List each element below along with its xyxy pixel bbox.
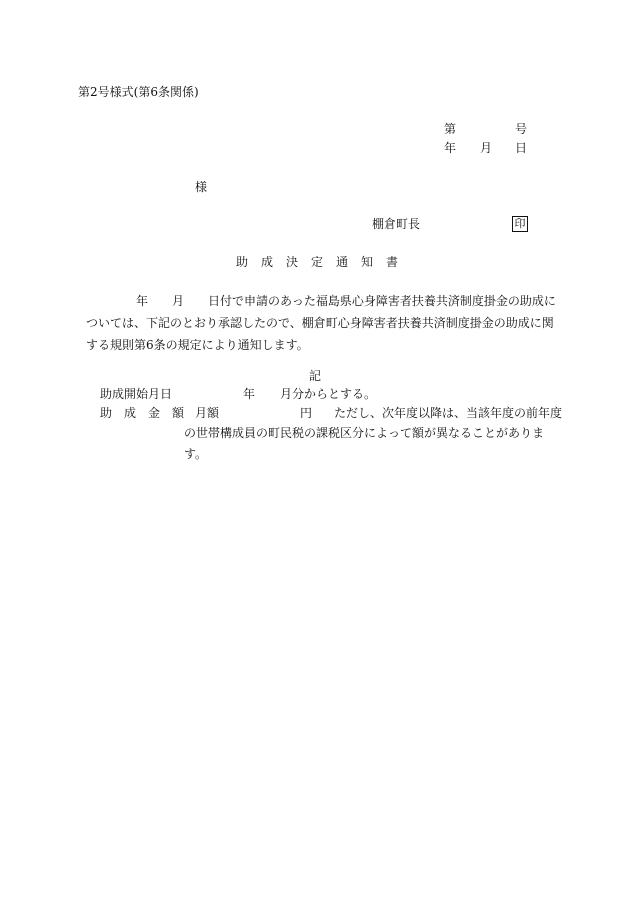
ki-heading: 記: [309, 369, 322, 383]
body-paragraph: [86, 290, 556, 356]
amount-note-cont: [184, 423, 554, 465]
body-line2: ついては、下記のとおり承認したので、棚倉町心身障害者扶養共済制度掛金の助成に関: [86, 316, 554, 330]
recipient-suffix: 様: [195, 180, 208, 194]
body-line3: する規則第6条の規定により通知します。: [86, 338, 309, 352]
amount-note-line1: ただし、次年度以降は、当該年度の前年度: [334, 406, 563, 420]
date-year: 年: [444, 141, 457, 155]
amount-yen: 円: [300, 406, 313, 420]
amount-note-line2: の世帯構成員の町民税の課税区分によって額が異なることがありま: [184, 426, 545, 440]
document-title: 助 成 決 定 通 知 書: [236, 255, 399, 269]
form-label: 第2号様式(第6条関係): [78, 85, 199, 99]
doc-number-suffix: 号: [515, 122, 528, 136]
date-day: 日: [515, 141, 528, 155]
seal-mark: 印: [512, 216, 528, 232]
start-date-label: 助成開始月日: [100, 387, 173, 401]
body-month: 月: [172, 294, 185, 308]
body-line1: 日付で申請のあった福島県心身障害者扶養共済制度掛金の助成に: [208, 294, 556, 308]
start-date-month: 月分からとする。: [280, 387, 377, 401]
doc-number-prefix: 第: [444, 122, 457, 136]
issuer-title: 棚倉町長: [372, 217, 421, 231]
body-year: 年: [136, 294, 149, 308]
amount-monthly: 月額: [195, 406, 220, 420]
date-month: 月: [480, 141, 493, 155]
amount-label: 助 成 金 額: [100, 406, 185, 420]
amount-note-line3: す。: [184, 447, 208, 461]
start-date-year: 年: [243, 387, 256, 401]
